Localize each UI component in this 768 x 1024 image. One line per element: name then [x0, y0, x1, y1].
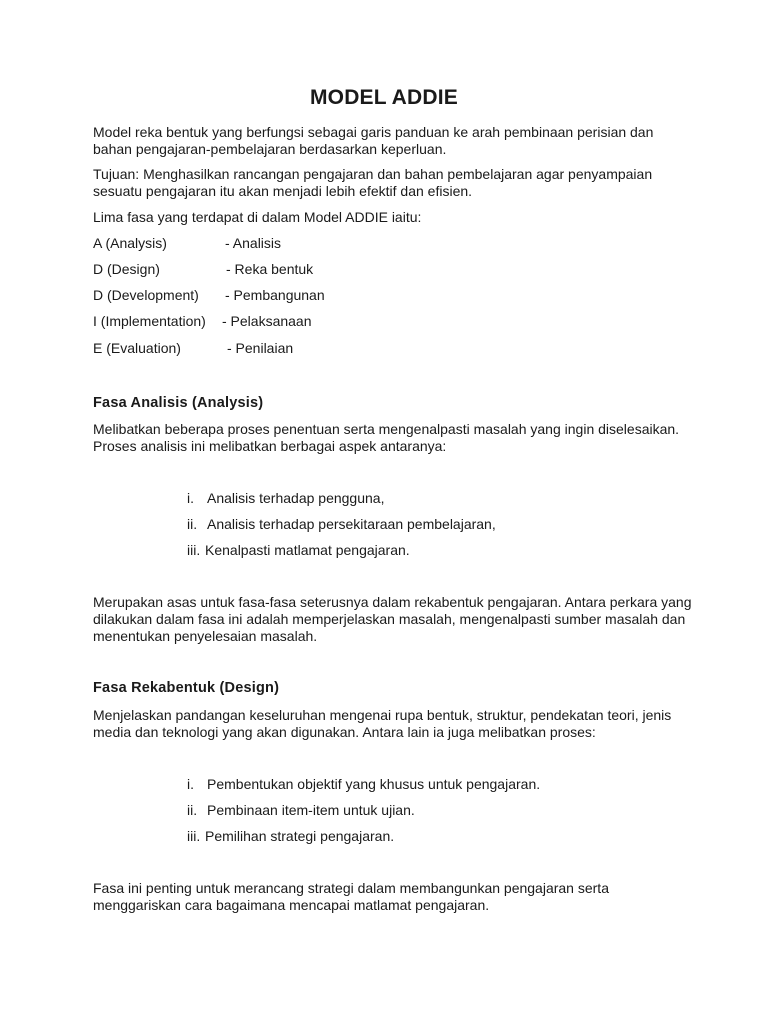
- list-text: Analisis terhadap persekitaraan pembelajaran,: [207, 516, 496, 532]
- phase-row: [93, 261, 313, 278]
- design-closing: Fasa ini penting untuk merancang strategi dalam membangunkan pengajaran serta menggariskan cara bagaimana mencapai matlamat pengajaran.: [93, 880, 609, 913]
- phase-row: [93, 235, 281, 252]
- list-number: iii.: [187, 828, 201, 844]
- phase-code: A (Analysis): [93, 235, 167, 251]
- phase-name: - Penilaian: [227, 340, 294, 356]
- analysis-heading: Fasa Analisis (Analysis): [93, 395, 264, 411]
- phase-name: - Reka bentuk: [226, 261, 314, 277]
- list-text: Pemilihan strategi pengajaran.: [205, 828, 395, 844]
- list-text: Analisis terhadap pengguna,: [207, 490, 385, 506]
- design-list-item: [187, 828, 394, 845]
- analysis-list-item: [187, 516, 496, 533]
- phases-intro: Lima fasa yang terdapat di dalam Model ADDIE iaitu:: [93, 209, 422, 225]
- list-number: iii.: [187, 542, 201, 558]
- list-number: i.: [187, 776, 194, 792]
- phase-name: - Pelaksanaan: [222, 313, 312, 329]
- design-heading: Fasa Rekabentuk (Design): [93, 680, 280, 696]
- phase-name: - Pembangunan: [225, 287, 325, 303]
- phase-row: [93, 287, 325, 304]
- intro-objective: Tujuan: Menghasilkan rancangan pengajaran dan bahan pembelajaran agar penyampaian sesuatu pengajaran itu akan menjadi lebih efektif dan efisien.: [93, 166, 653, 199]
- analysis-closing: Merupakan asas untuk fasa-fasa seterusnya dalam rekabentuk pengajaran. Antara perkara yang dilakukan dalam fasa ini adalah memperjelaskan masalah, mengenalpasti sumber masalah dan menentukan penyelesaian masalah.: [93, 594, 692, 644]
- phase-code: E (Evaluation): [93, 340, 181, 356]
- page-title: MODEL ADDIE: [309, 86, 459, 109]
- phase-row: [93, 313, 312, 330]
- design-list-item: [187, 776, 540, 793]
- intro-definition: Model reka bentuk yang berfungsi sebagai garis panduan ke arah pembinaan perisian dan bahan pengajaran-pembelajaran berdasarkan keperluan.: [93, 124, 654, 157]
- list-text: Pembentukan objektif yang khusus untuk pengajaran.: [207, 776, 541, 792]
- analysis-intro: Melibatkan beberapa proses penentuan serta mengenalpasti masalah yang ingin diselesaikan. Proses analisis ini melibatkan berbagai aspek antaranya:: [93, 421, 680, 454]
- list-number: i.: [187, 490, 194, 506]
- phase-name: - Analisis: [225, 235, 282, 251]
- list-text: Pembinaan item-item untuk ujian.: [207, 802, 415, 818]
- list-number: ii.: [187, 802, 198, 818]
- phase-row: [93, 340, 293, 357]
- analysis-list-item: [187, 490, 384, 507]
- analysis-list-item: [187, 542, 410, 559]
- list-number: ii.: [187, 516, 198, 532]
- design-intro: Menjelaskan pandangan keseluruhan mengenai rupa bentuk, struktur, pendekatan teori, jenis media dan teknologi yang akan digunakan. Antara lain ia juga melibatkan proses:: [93, 707, 672, 740]
- phase-code: I (Implementation): [93, 313, 206, 329]
- list-text: Kenalpasti matlamat pengajaran.: [205, 542, 410, 558]
- phase-code: D (Design): [93, 261, 160, 277]
- phase-code: D (Development): [93, 287, 199, 303]
- design-list-item: [187, 802, 415, 819]
